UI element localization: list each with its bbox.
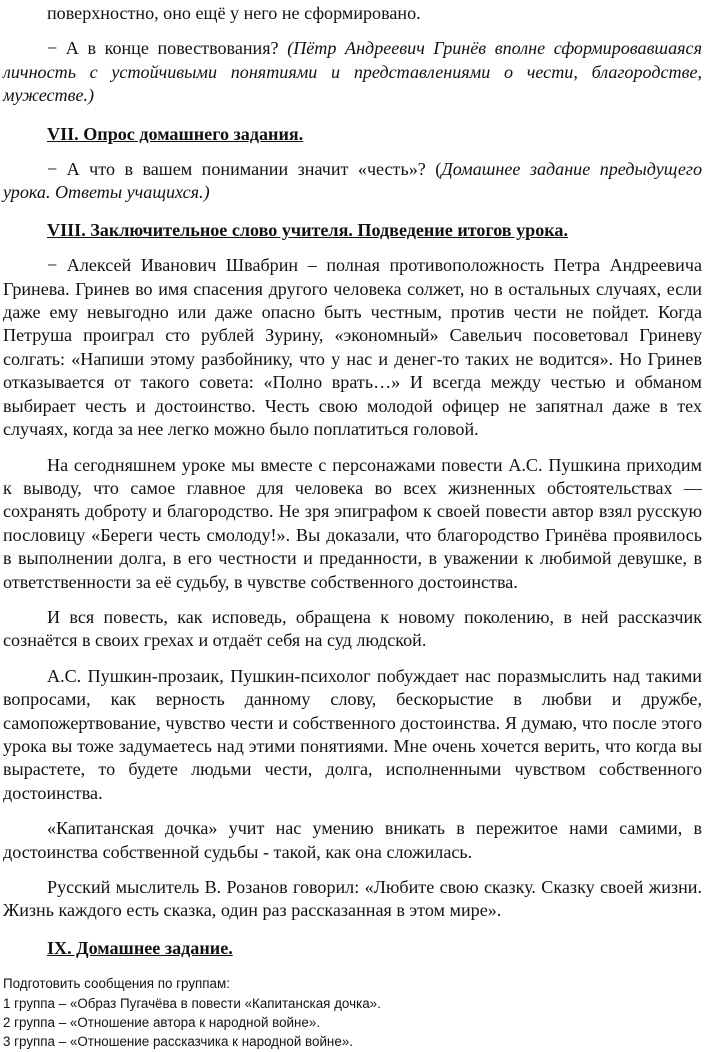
paragraph-continuation: поверхностно, оно ещё у него не сформировано. — [47, 3, 421, 23]
section-heading-vii: VII. Опрос домашнего задания. — [47, 123, 304, 144]
homework-group-2: 2 группа – «Отношение автора к народной войне». — [3, 1015, 321, 1031]
homework-group-1: 1 группа – «Образ Пугачёва в повести «Капитанская дочка». — [3, 995, 381, 1011]
answer-italic: (Пётр Андреевич Гринёв вполне сформировавшаяся личность с устойчивыми понятиями и представлениями о чести, благородстве, мужестве.) — [3, 38, 702, 106]
question-text: − А в конце повествования? — [47, 38, 288, 59]
paragraph-question-end — [3, 37, 702, 107]
answer-italic: Домашнее задание предыдущего урока. Ответы учащихся.) — [3, 159, 702, 203]
paragraph-lesson-conclusion: На сегодняшнем уроке мы вместе с персонажами повести А.С. Пушкина приходим к выводу, что самое главное для человека во всех жизненных обстоятельствах — сохранять доброту и благородство. Не зря эпиграфом к своей повести автор взял русскую пословицу «Береги честь смолоду!». Вы доказали, что благородство Гринёва проявилось в выполнении долга, в его честности и преданности, в уважении к любимой девушке, в ответственности за её судьбу, в чувстве собственного достоинства. — [3, 454, 702, 592]
paragraph-honor-question — [3, 158, 702, 205]
homework-intro: Подготовить сообщения по группам: — [3, 976, 230, 992]
paragraph-captains-daughter: «Капитанская дочка» учит нас умению вникать в пережитое нами самими, в достоинства собственной судьбы - такой, как она сложилась. — [3, 818, 702, 862]
section-heading-ix: IX. Домашнее задание. — [47, 937, 233, 958]
homework-group-3: 3 группа – «Отношение рассказчика к народной войне». — [3, 1034, 353, 1050]
paragraph-pushkin-psychologist: А.С. Пушкин-прозаик, Пушкин-психолог побуждает нас поразмыслить над такими вопросами, как верность данному слову, бескорыстие в любви и дружбе, самопожертвование, чувство чести и собственного достоинства. Я думаю, что после этого урока вы тоже задумаетесь над этими понятиями. Мне очень хочется верить, что когда вы вырастете, то будете людьми чести, долга, исполненными чувством собственного достоинства. — [3, 665, 702, 803]
paragraph-shvabrin: − Алексей Иванович Швабрин – полная противоположность Петра Андреевича Гринева. Гринев во имя спасения другого человека солжет, но в остальных случаях, если даже ему невыгодно или даже опасно быть честным, против чести не пойдет. Когда Петруша проиграл сто рублей Зурину, «экономный» Савельич посоветовал Гриневу солгать: «Напиши этому разбойнику, что у нас и денег-то таких не водится». Но Гринев отказывается от такого совета: «Полно врать…» И всегда между честью и обманом выбирает честь и достоинство. Честь свою молодой офицер не запятнал даже в тех случаях, когда за нее легко можно было поплатиться головой. — [3, 255, 702, 440]
question-text: − А что в вашем понимании значит «честь»? ( — [47, 159, 442, 180]
paragraph-rozanov-quote: Русский мыслитель В. Розанов говорил: «Любите свою сказку. Сказку своей жизни. Жизнь каждого есть сказка, один раз рассказанная в этом мире». — [3, 877, 702, 921]
section-heading-viii: VIII. Заключительное слово учителя. Подведение итогов урока. — [47, 219, 568, 240]
paragraph-confession: И вся повесть, как исповедь, обращена к новому поколению, в ней рассказчик сознаётся в своих грехах и отдаёт себя на суд людской. — [3, 606, 702, 651]
